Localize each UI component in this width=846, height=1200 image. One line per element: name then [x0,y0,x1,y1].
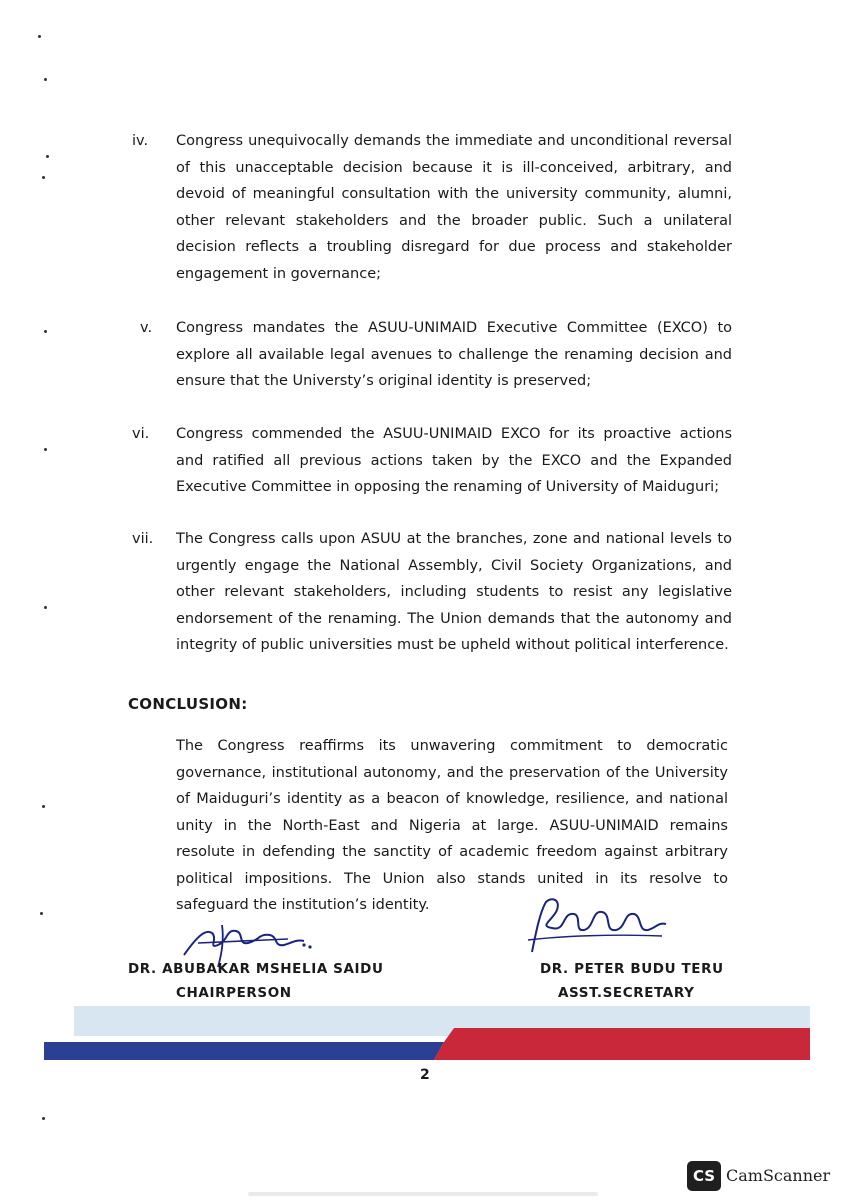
camscanner-watermark: CamScanner [726,1166,831,1185]
item-number: vii. [132,531,154,547]
chairperson-title: CHAIRPERSON [176,985,292,1001]
page-number: 2 [420,1067,430,1083]
camscanner-logo-icon: CS [687,1161,721,1191]
conclusion-paragraph: The Congress reaffirms its unwavering commitment to democratic governance, institutional autonomy, and the preservation of the University of Maiduguri’s identity as a beacon of knowledge, resilience, and national unity in the North-East and Nigeria at large. ASUU-UNIMAID remains resolute in defending the sanctity of academic freedom against arbitrary political impositions. The Union also stands united in its resolve to safeguard the institution’s identity. [176,738,728,913]
item-number: vi. [132,426,150,442]
home-indicator-bar[interactable] [248,1192,598,1196]
footer-band [44,1004,810,1064]
item-text: The Congress calls upon ASUU at the branches, zone and national levels to urgently engage the National Assembly, Civil Society Organizations, and other relevant stakeholders, including students to resist any legislative endorsement of the renaming. The Union demands that the autonomy and integrity of public universities must be upheld without political interference. [176,531,732,653]
item-number: v. [140,320,153,336]
item-text: Congress unequivocally demands the immediate and unconditional reversal of this unacceptable decision because it is ill-conceived, arbitrary, and devoid of meaningful consultation with the university community, alumni, other relevant stakeholders and the broader public. Such a unilateral decision reflects a troubling disregard for due process and stakeholder engagement in governance; [176,133,732,282]
secretary-title: ASST.SECRETARY [558,985,695,1001]
item-number: iv. [132,133,149,149]
item-text: Congress mandates the ASUU-UNIMAID Executive Committee (EXCO) to explore all available legal avenues to challenge the renaming decision and ensure that the Universty’s original identity is preserved; [176,320,732,389]
item-text: Congress commended the ASUU-UNIMAID EXCO for its proactive actions and ratified all previous actions taken by the EXCO and the Expanded Executive Committee in opposing the renaming of University of Maiduguri; [176,426,732,495]
chairperson-name: DR. ABUBAKAR MSHELIA SAIDU [128,961,384,977]
conclusion-heading: CONCLUSION: [128,695,248,713]
secretary-signature [522,892,672,962]
secretary-name: DR. PETER BUDU TERU [540,961,724,977]
